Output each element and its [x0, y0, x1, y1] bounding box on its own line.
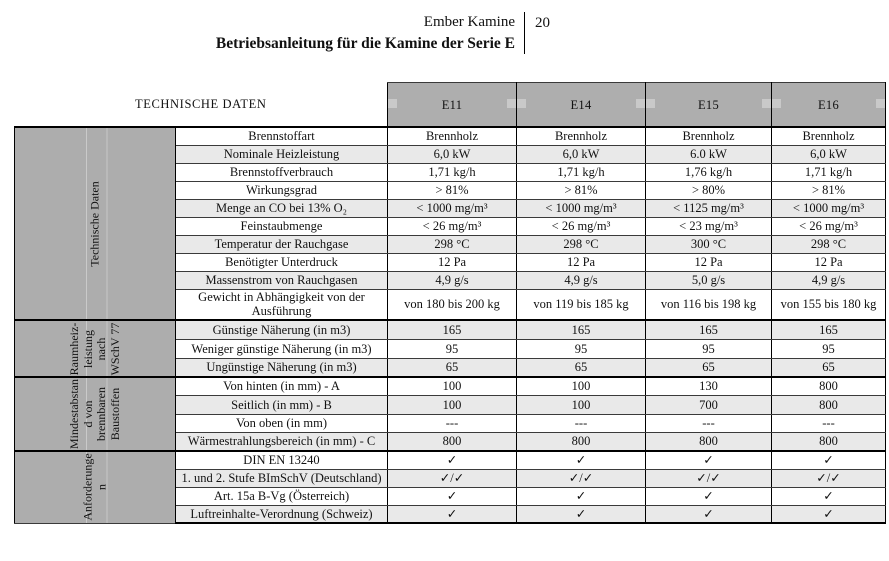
value-cell-e14: 165 — [517, 320, 646, 339]
value-cell-e11: ✓ — [388, 451, 517, 469]
value-cell-e14: von 119 bis 185 kg — [517, 289, 646, 320]
value-cell-e11: ✓ — [388, 487, 517, 505]
value-cell-e15: ✓ — [646, 451, 772, 469]
value-cell-e16: 1,71 kg/h — [772, 163, 886, 181]
row-attribute-label: Menge an CO bei 13% O₂ — [176, 199, 388, 217]
value-cell-e14: < 1000 mg/m³ — [517, 199, 646, 217]
value-cell-e14: 100 — [517, 377, 646, 395]
value-cell-e15: --- — [646, 414, 772, 432]
value-cell-e11: 6,0 kW — [388, 145, 517, 163]
value-cell-e14: ✓ — [517, 505, 646, 523]
value-cell-e15: < 1125 mg/m³ — [646, 199, 772, 217]
value-cell-e16: 800 — [772, 395, 886, 414]
technical-data-table — [14, 82, 886, 524]
value-cell-e11: 165 — [388, 320, 517, 339]
value-cell-e16: ✓ — [772, 451, 886, 469]
value-cell-e11: 100 — [388, 395, 517, 414]
value-cell-e15: 800 — [646, 432, 772, 451]
value-cell-e16: 298 °C — [772, 235, 886, 253]
value-cell-e16: 95 — [772, 339, 886, 358]
value-cell-e16: < 26 mg/m³ — [772, 217, 886, 235]
value-cell-e16: von 155 bis 180 kg — [772, 289, 886, 320]
document-title: Betriebsanleitung für die Kamine der Serie E — [215, 35, 515, 52]
value-cell-e15: ✓ — [646, 487, 772, 505]
value-cell-e14: Brennholz — [517, 127, 646, 145]
value-cell-e15: 130 — [646, 377, 772, 395]
value-cell-e16: 800 — [772, 377, 886, 395]
value-cell-e15: 6.0 kW — [646, 145, 772, 163]
row-attribute-label: Gewicht in Abhängigkeit von der Ausführung — [176, 289, 388, 320]
value-cell-e11: 298 °C — [388, 235, 517, 253]
value-cell-e14: ✓/✓ — [517, 469, 646, 487]
row-attribute-label: Benötigter Unterdruck — [176, 253, 388, 271]
value-cell-e11: von 180 bis 200 kg — [388, 289, 517, 320]
table-title: TECHNISCHE DATEN — [15, 83, 388, 128]
value-cell-e15: ✓ — [646, 505, 772, 523]
row-attribute-label: Ungünstige Näherung (in m3) — [176, 358, 388, 377]
row-attribute-label: Von hinten (in mm) - A — [176, 377, 388, 395]
section-label-raumheizleistung — [15, 320, 176, 377]
value-cell-e14: 4,9 g/s — [517, 271, 646, 289]
value-cell-e16: 4,9 g/s — [772, 271, 886, 289]
value-cell-e15: ✓/✓ — [646, 469, 772, 487]
value-cell-e16: 6,0 kW — [772, 145, 886, 163]
table-row — [15, 320, 886, 339]
page-header — [216, 12, 550, 54]
value-cell-e14: 6,0 kW — [517, 145, 646, 163]
value-cell-e15: > 80% — [646, 181, 772, 199]
value-cell-e11: 12 Pa — [388, 253, 517, 271]
value-cell-e11: Brennholz — [388, 127, 517, 145]
value-cell-e11: 95 — [388, 339, 517, 358]
value-cell-e11: 100 — [388, 377, 517, 395]
row-attribute-label: Massenstrom von Rauchgasen — [176, 271, 388, 289]
row-attribute-label: Temperatur der Rauchgase — [176, 235, 388, 253]
section-label-anforderungen — [15, 451, 176, 523]
page-header-text — [216, 12, 524, 54]
value-cell-e14: --- — [517, 414, 646, 432]
value-cell-e15: 95 — [646, 339, 772, 358]
value-cell-e16: ✓ — [772, 487, 886, 505]
column-header-e11: E11 — [388, 83, 517, 128]
brand-name: Ember Kamine — [423, 14, 515, 30]
value-cell-e15: 165 — [646, 320, 772, 339]
value-cell-e11: > 81% — [388, 181, 517, 199]
value-cell-e14: 298 °C — [517, 235, 646, 253]
value-cell-e16: < 1000 mg/m³ — [772, 199, 886, 217]
value-cell-e14: 65 — [517, 358, 646, 377]
row-attribute-label: Luftreinhalte-Verordnung (Schweiz) — [176, 505, 388, 523]
table-title-row — [15, 83, 886, 128]
value-cell-e16: ✓ — [772, 505, 886, 523]
value-cell-e11: 800 — [388, 432, 517, 451]
value-cell-e16: 165 — [772, 320, 886, 339]
section-label-technische-daten — [15, 127, 176, 320]
value-cell-e14: 95 — [517, 339, 646, 358]
value-cell-e11: 65 — [388, 358, 517, 377]
section-label-text: Mindestabstan d von brennbaren Baustoffen — [67, 379, 122, 449]
value-cell-e14: > 81% — [517, 181, 646, 199]
value-cell-e16: 800 — [772, 432, 886, 451]
value-cell-e15: 65 — [646, 358, 772, 377]
value-cell-e11: < 26 mg/m³ — [388, 217, 517, 235]
value-cell-e15: 12 Pa — [646, 253, 772, 271]
table-row — [15, 451, 886, 469]
column-header-e16: E16 — [772, 83, 886, 128]
value-cell-e16: 65 — [772, 358, 886, 377]
row-attribute-label: Brennstoffart — [176, 127, 388, 145]
value-cell-e15: 1,76 kg/h — [646, 163, 772, 181]
value-cell-e14: < 26 mg/m³ — [517, 217, 646, 235]
row-attribute-label: Von oben (in mm) — [176, 414, 388, 432]
value-cell-e11: ✓/✓ — [388, 469, 517, 487]
row-attribute-label: Art. 15a B-Vg (Österreich) — [176, 487, 388, 505]
row-attribute-label: Wirkungsgrad — [176, 181, 388, 199]
section-label-text: Raumheiz- leistung nach WSchV 77 — [67, 322, 122, 375]
row-attribute-label: Wärmestrahlungsbereich (in mm) - C — [176, 432, 388, 451]
value-cell-e15: von 116 bis 198 kg — [646, 289, 772, 320]
column-header-e14: E14 — [517, 83, 646, 128]
value-cell-e11: --- — [388, 414, 517, 432]
value-cell-e14: ✓ — [517, 487, 646, 505]
value-cell-e11: < 1000 mg/m³ — [388, 199, 517, 217]
value-cell-e15: 700 — [646, 395, 772, 414]
section-label-text: Anforderunge n — [80, 453, 108, 521]
row-attribute-label: Weniger günstige Näherung (in m3) — [176, 339, 388, 358]
value-cell-e11: 4,9 g/s — [388, 271, 517, 289]
value-cell-e14: ✓ — [517, 451, 646, 469]
value-cell-e15: 300 °C — [646, 235, 772, 253]
value-cell-e15: < 23 mg/m³ — [646, 217, 772, 235]
value-cell-e16: 12 Pa — [772, 253, 886, 271]
row-attribute-label: Nominale Heizleistung — [176, 145, 388, 163]
row-attribute-label: DIN EN 13240 — [176, 451, 388, 469]
value-cell-e16: --- — [772, 414, 886, 432]
value-cell-e16: Brennholz — [772, 127, 886, 145]
table-row — [15, 127, 886, 145]
value-cell-e16: > 81% — [772, 181, 886, 199]
value-cell-e15: Brennholz — [646, 127, 772, 145]
value-cell-e14: 1,71 kg/h — [517, 163, 646, 181]
value-cell-e14: 800 — [517, 432, 646, 451]
value-cell-e16: ✓/✓ — [772, 469, 886, 487]
value-cell-e11: ✓ — [388, 505, 517, 523]
value-cell-e14: 12 Pa — [517, 253, 646, 271]
table-row — [15, 377, 886, 395]
value-cell-e15: 5,0 g/s — [646, 271, 772, 289]
section-label-mindestabstand — [15, 377, 176, 451]
column-header-e15: E15 — [646, 83, 772, 128]
row-attribute-label: Brennstoffverbrauch — [176, 163, 388, 181]
row-attribute-label: Feinstaubmenge — [176, 217, 388, 235]
row-attribute-label: Seitlich (in mm) - B — [176, 395, 388, 414]
page-number: 20 — [535, 15, 550, 31]
value-cell-e14: 100 — [517, 395, 646, 414]
row-attribute-label: 1. und 2. Stufe BImSchV (Deutschland) — [176, 469, 388, 487]
section-label-text: Technische Daten — [87, 180, 102, 267]
row-attribute-label: Günstige Näherung (in m3) — [176, 320, 388, 339]
value-cell-e11: 1,71 kg/h — [388, 163, 517, 181]
